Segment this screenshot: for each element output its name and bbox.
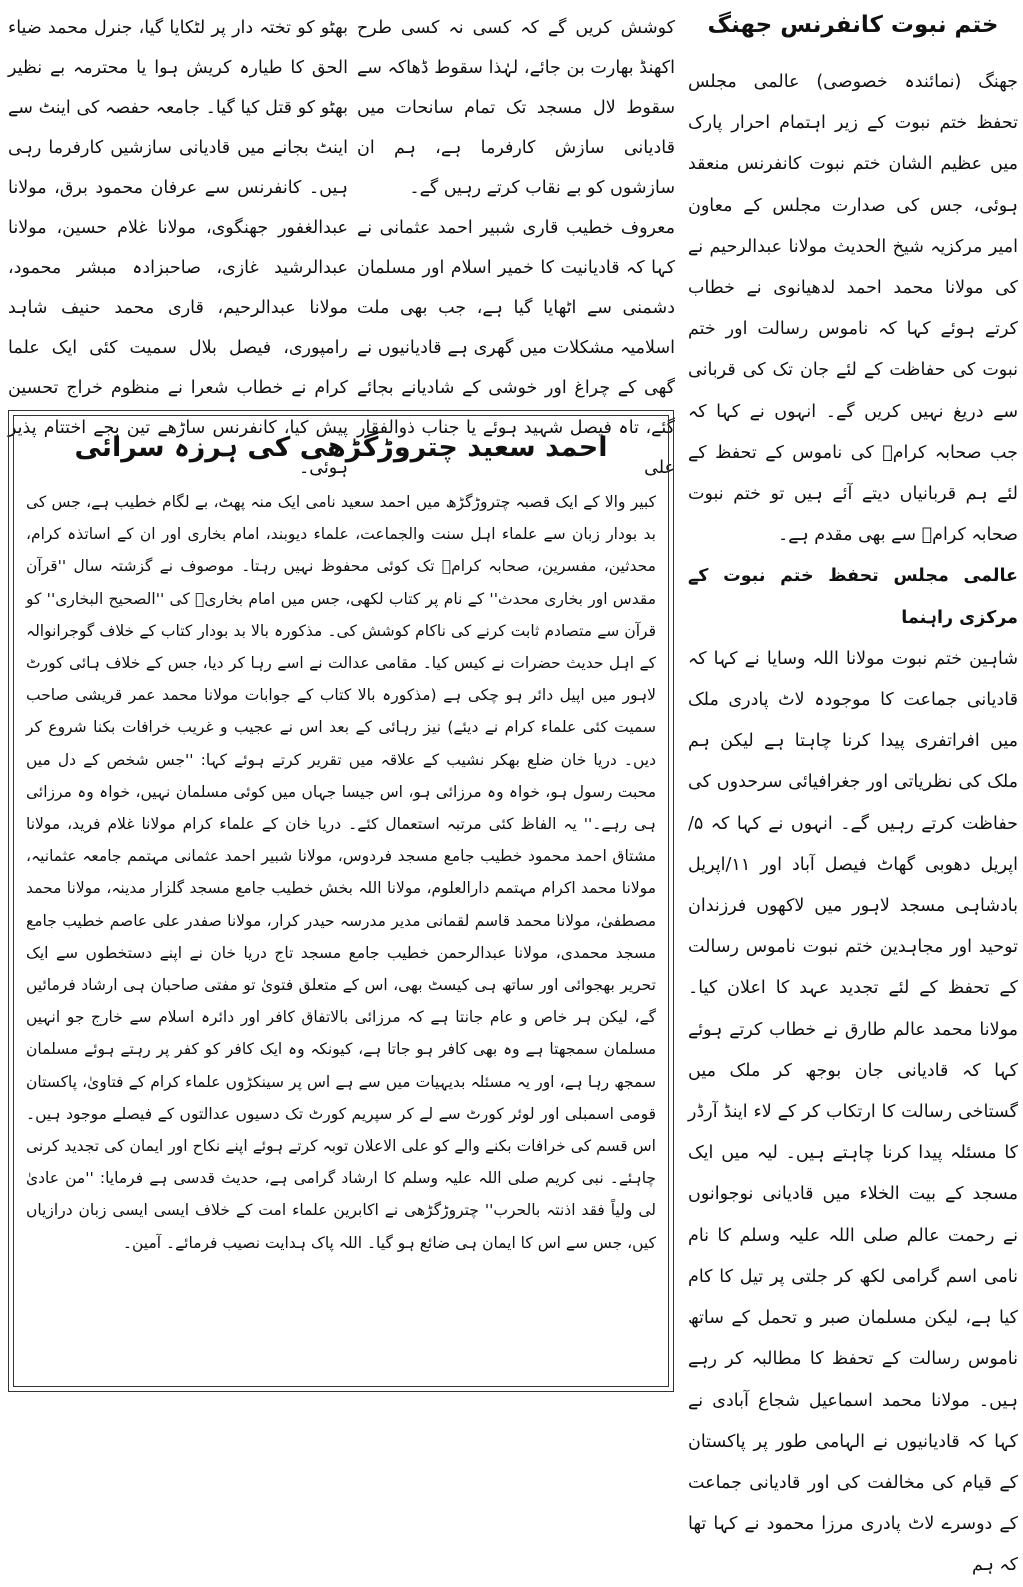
article-paragraph bbox=[688, 62, 1018, 556]
article-paragraph-2: شاہین ختم نبوت مولانا اللہ وسایا نے کہا کہ قادیانی جماعت کا موجودہ لاٹ پادری ملک میں افراتفری پیدا کرنا چاہتا ہے لیکن ہم ملک کی نظریاتی اور جغرافیائی سرحدوں کی حفاظت کرتے رہیں گے۔ انہوں نے کہا کہ ۵/اپریل دھوبی گھاٹ فیصل آباد اور ۱۱/اپریل بادشاہی مسجد لاہور میں لاکھوں فرزندان توحید اور مجاہدین ختم نبوت ناموس رسالت کے تحفظ کے لئے تجدید عہد کا اعلان کیا۔ مولانا محمد عالم طارق نے خطاب کرتے ہوئے کہا کہ قادیانی جان بوجھ کر ملک میں گستاخی رسالت کا ارتکاب کر کے لاء اینڈ آرڈر کا مسئلہ پیدا کرنا چاہتے ہیں۔ لیہ میں ایک مسجد کے بیت الخلاء میں قادیانی نوجوانوں نے رحمت عالم صلی اللہ علیہ وسلم کا نام نامی اسم گرامی لکھ کر جلتی پر تیل کا کام کیا ہے، لیکن مسلمان صبر و تحمل کے ساتھ ناموس رسالت کے تحفظ کا مطالبہ کر رہے ہیں۔ مولانا محمد اسماعیل شجاع آبادی نے کہا کہ قادیانیوں نے الہامی طور پر پاکستان کے قیام کی مخالفت کی اور قادیانی جماعت کے دوسرے لاٹ پادری مرزا محمود نے کہا تھا کہ ہم bbox=[688, 648, 1018, 1576]
middle-column-continuation bbox=[357, 8, 675, 478]
article-byline: جھنگ (نمائندہ خصوصی) bbox=[816, 72, 1018, 92]
continuation-paragraph-2: معروف خطیب قاری شبیر احمد عثمانی نے کہا کہ قادیانیت کا خمیر اسلام اور مسلمان دشمنی سے اٹھایا گیا ہے، جب بھی ملت اسلامیہ مشکلات میں گھری ہے قادیانیوں نے گھی کے چراغ اور خوشی کے شادیانے بجائے گئے، تاہ فیصل شہید ہوئے یا جناب ذوالفقار علی bbox=[357, 218, 675, 478]
right-column-article bbox=[688, 8, 1018, 1576]
article-headline: ختم نبوت کانفرنس جھنگ bbox=[707, 12, 999, 38]
boxed-article bbox=[8, 410, 674, 1392]
boxed-article-frame bbox=[13, 415, 669, 1387]
continuation-paragraph: بھٹو کو تختہ دار پر لٹکایا گیا، جنرل محمد ضیاء الحق کا طیارہ کریش ہوا یا محترمہ بے نظیر بھٹو کو قتل کیا گیا۔ جامعہ حفصہ کی اینٹ سے اینٹ بجانے میں قادیانی سازشیں کارفرما رہی ہیں۔ کانفرنس سے عرفان محمود برق، مولانا عبدالغفور جھنگوی، مولانا غلام حسین، مولانا عبدالرشید غازی، صاحبزادہ مبشر محمود، مولانا عبدالرحیم، قاری محمد حنیف شاہد رامپوری، فیصل بلال سمیت کئی ایک علما کرام نے خطاب شعرا نے منظوم خراج تحسین پیش کیا، کانفرنس ساڑھے تین بجے اختتام پذیر ہوئی۔ bbox=[8, 18, 348, 478]
continuation-paragraph: کوشش کریں گے کہ کسی نہ کسی طرح اکھنڈ بھارت بن جائے، لہٰذا سقوط ڈھاکہ سے سقوط لال مسجد تک تمام سانحات میں قادیانی سازش کارفرما ہے، ہم ان سازشوں کو بے نقاب کرتے رہیں گے۔ bbox=[357, 18, 675, 198]
article-body-text: عالمی مجلس تحفظ ختم نبوت کے زیر اہتمام احرار پارک میں عظیم الشان ختم نبوت کانفرنس منعقد ہوئی، جس کی صدارت مجلس کے معاون امیر مرکزیہ شیخ الحدیث مولانا عبدالرحیم نے کی مولانا محمد احمد لدھیانوی نے خطاب کرتے ہوئے کہا کہ ناموس رسالت اور ختم نبوت کی حفاظت کے لئے جان تک کی قربانی سے دریغ نہیں کریں گے۔ انہوں نے کہا کہ جب صحابہ کرامؓ کی ناموس کے تحفظ کے لئے ہم قربانیاں دیتے آئے ہیں تو ختم نبوت صحابہ کرامؓ سے بھی مقدم ہے۔ bbox=[688, 72, 1018, 546]
boxed-article-body: کبیر والا کے ایک قصبہ چتروڑگڑھ میں احمد سعید نامی ایک منہ پھٹ، بے لگام خطیب ہے، جس کی بد بودار زبان سے علماء اہل سنت والجماعت، علماء دیوبند، امام بخاری اور ان کے اساتذہ کرام، محدثین، مفسرین، صحابہ کرامؓ تک کوئی محفوظ نہیں رہتا۔ موصوف نے گزشتہ سال ''قرآن مقدس اور بخاری محدث'' کے نام پر کتاب لکھی، جس میں امام بخاریؒ کی ''الصحیح البخاری'' کو قرآن سے متصادم ثابت کرنے کی ناکام کوشش کی۔ مذکورہ بالا بد بودار کتاب کے خلاف گوجرانوالہ کے اہل حدیث حضرات نے کیس کیا۔ مقامی عدالت نے اسے رہا کر دیا، جس کے خلاف ہائی کورٹ لاہور میں اپیل دائر ہو چکی ہے (مذکورہ بالا کتاب کے جوابات مولانا محمد عمر قریشی صاحب سمیت کئی علماء کرام نے دیئے) نیز رہائی کے بعد اس نے عجیب و غریب خرافات بکنا شروع کر دیں۔ دریا خان ضلع بھکر نشیب کے علاقہ میں تقریر کرتے ہوئے کہا: ''جس شخص کے دل میں محبت رسول ہو، خواہ وہ مرزائی ہو، اس جیسا جہاں میں کوئی مسلمان نہیں، خواہ وہ مرزائی ہی رہے۔'' یہ الفاظ کئی مرتبہ استعمال کئے۔ دریا خان کے علماء کرام مولانا غلام فرید، مولانا مشتاق احمد محمود خطیب جامع مسجد فردوس، مولانا شبیر احمد عثمانی مہتمم جامعہ عثمانیہ، مولانا محمد اکرام مہتمم دارالعلوم، مولانا اللہ بخش خطیب جامع مسجد گلزار مدینہ، مولانا محمد مصطفیٰ، مولانا محمد قاسم لقمانی مدیر مدرسہ حیدر کرار، مولانا صفدر علی عاصم خطیب جامع مسجد محمدی، مولانا عبدالرحمن خطیب جامع مسجد تاج دریا خان نے اپنے دستخطوں سے ایک تحریر بھجوائی اور ساتھ ہی کیسٹ بھی، اس کے متعلق فتویٰ تو مفتی صاحبان ہی ارشاد فرمائیں گے، لیکن ہر خاص و عام جانتا ہے کہ مرزائی بالاتفاق کافر اور دائرہ اسلام سے خارج جو انہیں مسلمان سمجھتا ہے وہ بھی کافر ہو جاتا ہے، کیونکہ وہ ایک کافر کو کفر پر رہتے ہوئے مسلمان سمجھ رہا ہے، اور یہ مسئلہ بدیہیات میں سے ہے اس پر سینکڑوں علماء کرام کے فتاویٰ، پاکستان قومی اسمبلی اور لوئر کورٹ سے لے کر سپریم کورٹ تک دسیوں عدالتوں کے فیصلے موجود ہیں۔ اس قسم کی خرافات بکنے والے کو علی الاعلان توبہ کرتے ہوئے اپنے نکاح اور ایمان کی تجدید کرنی چاہئے۔ نبی کریم صلی اللہ علیہ وسلم کا ارشاد گرامی ہے، حدیث قدسی ہے فرمایا: ''من عادیٰ لی ولیاً فقد اذنتہ بالحرب'' چتروڑگڑھی نے اکابرین علماء امت کے خلاف ایسی ایسی زبان درازیاں کیں، جس سے اس کا ایمان ہی ضائع ہو گیا۔ اللہ پاک ہدایت نصیب فرمائے۔ آمین۔ bbox=[26, 493, 656, 1252]
article-subhead: عالمی مجلس تحفظ ختم نبوت کے مرکزی راہنما bbox=[688, 566, 1018, 628]
boxed-article-title: احمد سعید چتروڑگڑھی کی ہرزہ سرائی bbox=[74, 432, 608, 463]
